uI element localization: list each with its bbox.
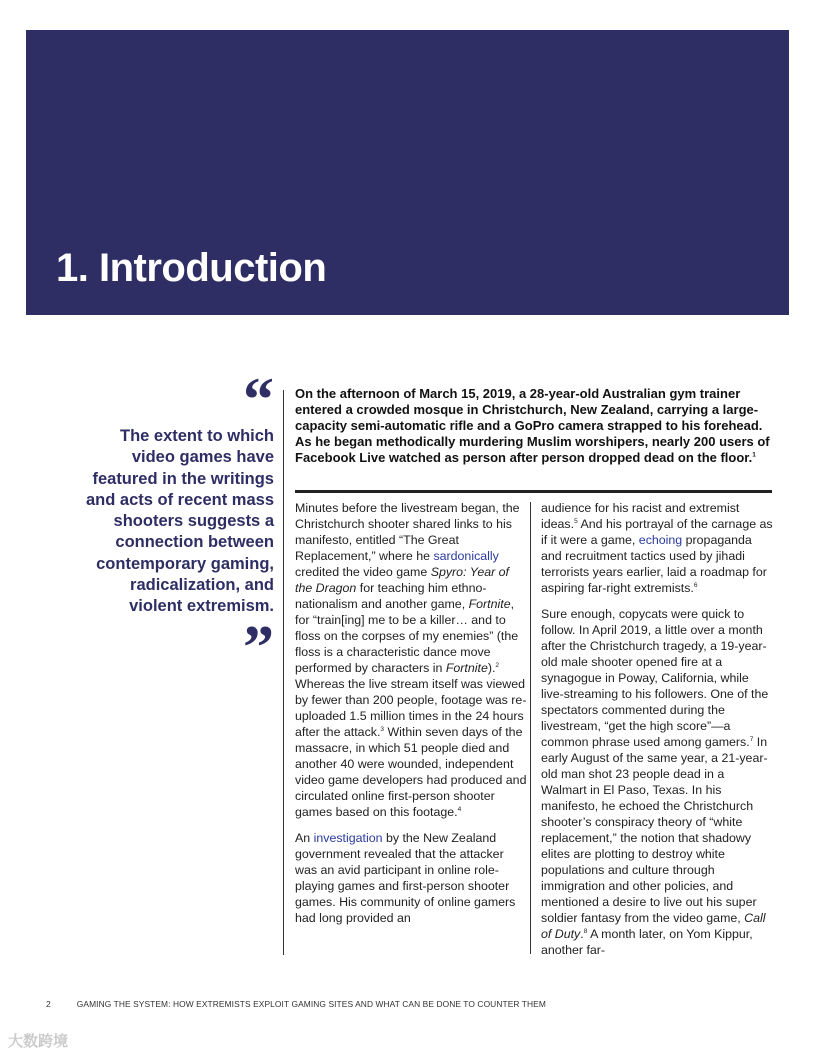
investigation-link[interactable]: investigation xyxy=(313,831,383,845)
column-divider xyxy=(530,502,531,954)
body-paragraph: Minutes before the livestream began, the Christchurch shooter shared links to his manifesto, entitled “The Great Replacement,” where he sardonically credited the video game Spyro: Year of the Dragon for teaching him ethno-nationalism and another game, Fortnite, for “train[ing] me to be a killer… and to floss on the corpses of my enemies” (the floss is a characteristic dance move performed by characters in Fortnite).$^2$ Whereas the live stream itself was viewed by fewer than 200 people, footage was re-uploaded 1.5 million times in the 24 hours after the attack.$^3$ Within seven days of the massacre, in which 51 people died and another 40 were wounded, independent video game developers had produced and circulated online first-person shooter games based on this footage.$^4$ xyxy=(295,501,527,819)
pull-quote-text: The extent to which video games have featured in the writings and acts of recent mass shooters suggests a connection between contemporary gaming, radicalization, and violent extremism. xyxy=(86,427,274,616)
body-column-left xyxy=(295,500,527,936)
body-paragraph: Sure enough, copycats were quick to follow. In April 2019, a little over a month after the Christchurch tragedy, a 19-year-old male shooter opened fire at a synagogue in Poway, California, while live-streaming to his followers. One of the spectators commented during the livestream, “get the high score”—a common phrase used among gamers.$^7$ In early August of the same year, a 21-year-old man shot 23 people dead in a Walmart in El Paso, Texas. In his manifesto, he echoed the Christchurch shooter’s conspiracy theory of “white replacement,” the notion that shadowy elites are plotting to destroy white populations and culture through immigration and other policies, and mentioned a desire to live out his super soldier fantasy from the video game, Call of Duty.$^8$ A month later, on Yom Kippur, another far- xyxy=(541,607,769,957)
body-paragraph: audience for his racist and extremist ideas.$^5$ And his portrayal of the carnage as if it were a game, echoing propaganda and recruitment tactics used by jihadi terrorists years earlier, laid a roadmap for aspiring far-right extremists.$^6$ xyxy=(541,501,773,595)
watermark: 大数跨境 xyxy=(8,1033,69,1050)
lead-paragraph: On the afternoon of March 15, 2019, a 28-year-old Australian gym trainer entered a crowded mosque in Christchurch, New Zealand, carrying a large-capacity semi-automatic rifle and a GoPro camera strapped to his forehead. As he began methodically murdering Muslim worshipers, nearly 200 users of Facebook Live watched as person after person dropped dead on the floor.$^1$ xyxy=(295,386,770,465)
lead-rule xyxy=(295,490,772,493)
close-quote-icon: ” xyxy=(243,613,274,682)
sardonically-link[interactable]: sardonically xyxy=(433,549,499,563)
echoing-link[interactable]: echoing xyxy=(638,533,683,547)
footnote-ref: 1 xyxy=(752,451,756,459)
page-number: 2 xyxy=(46,999,51,1009)
body-column-right xyxy=(541,500,773,968)
body-paragraph: An investigation by the New Zealand government revealed that the attacker was an avid participant in online role-playing games and first-person shooter games. His community of online gamers had long provided an xyxy=(295,831,516,925)
page-footer xyxy=(46,999,546,1009)
pull-quote-divider xyxy=(283,390,284,955)
header-banner xyxy=(26,30,789,315)
open-quote-icon: “ xyxy=(243,366,274,434)
pull-quote xyxy=(80,366,274,682)
section-title: 1. Introduction xyxy=(56,246,327,290)
running-title: GAMING THE SYSTEM: HOW EXTREMISTS EXPLOIT GAMING SITES AND WHAT CAN BE DONE TO COUNTER THEM xyxy=(76,999,546,1009)
